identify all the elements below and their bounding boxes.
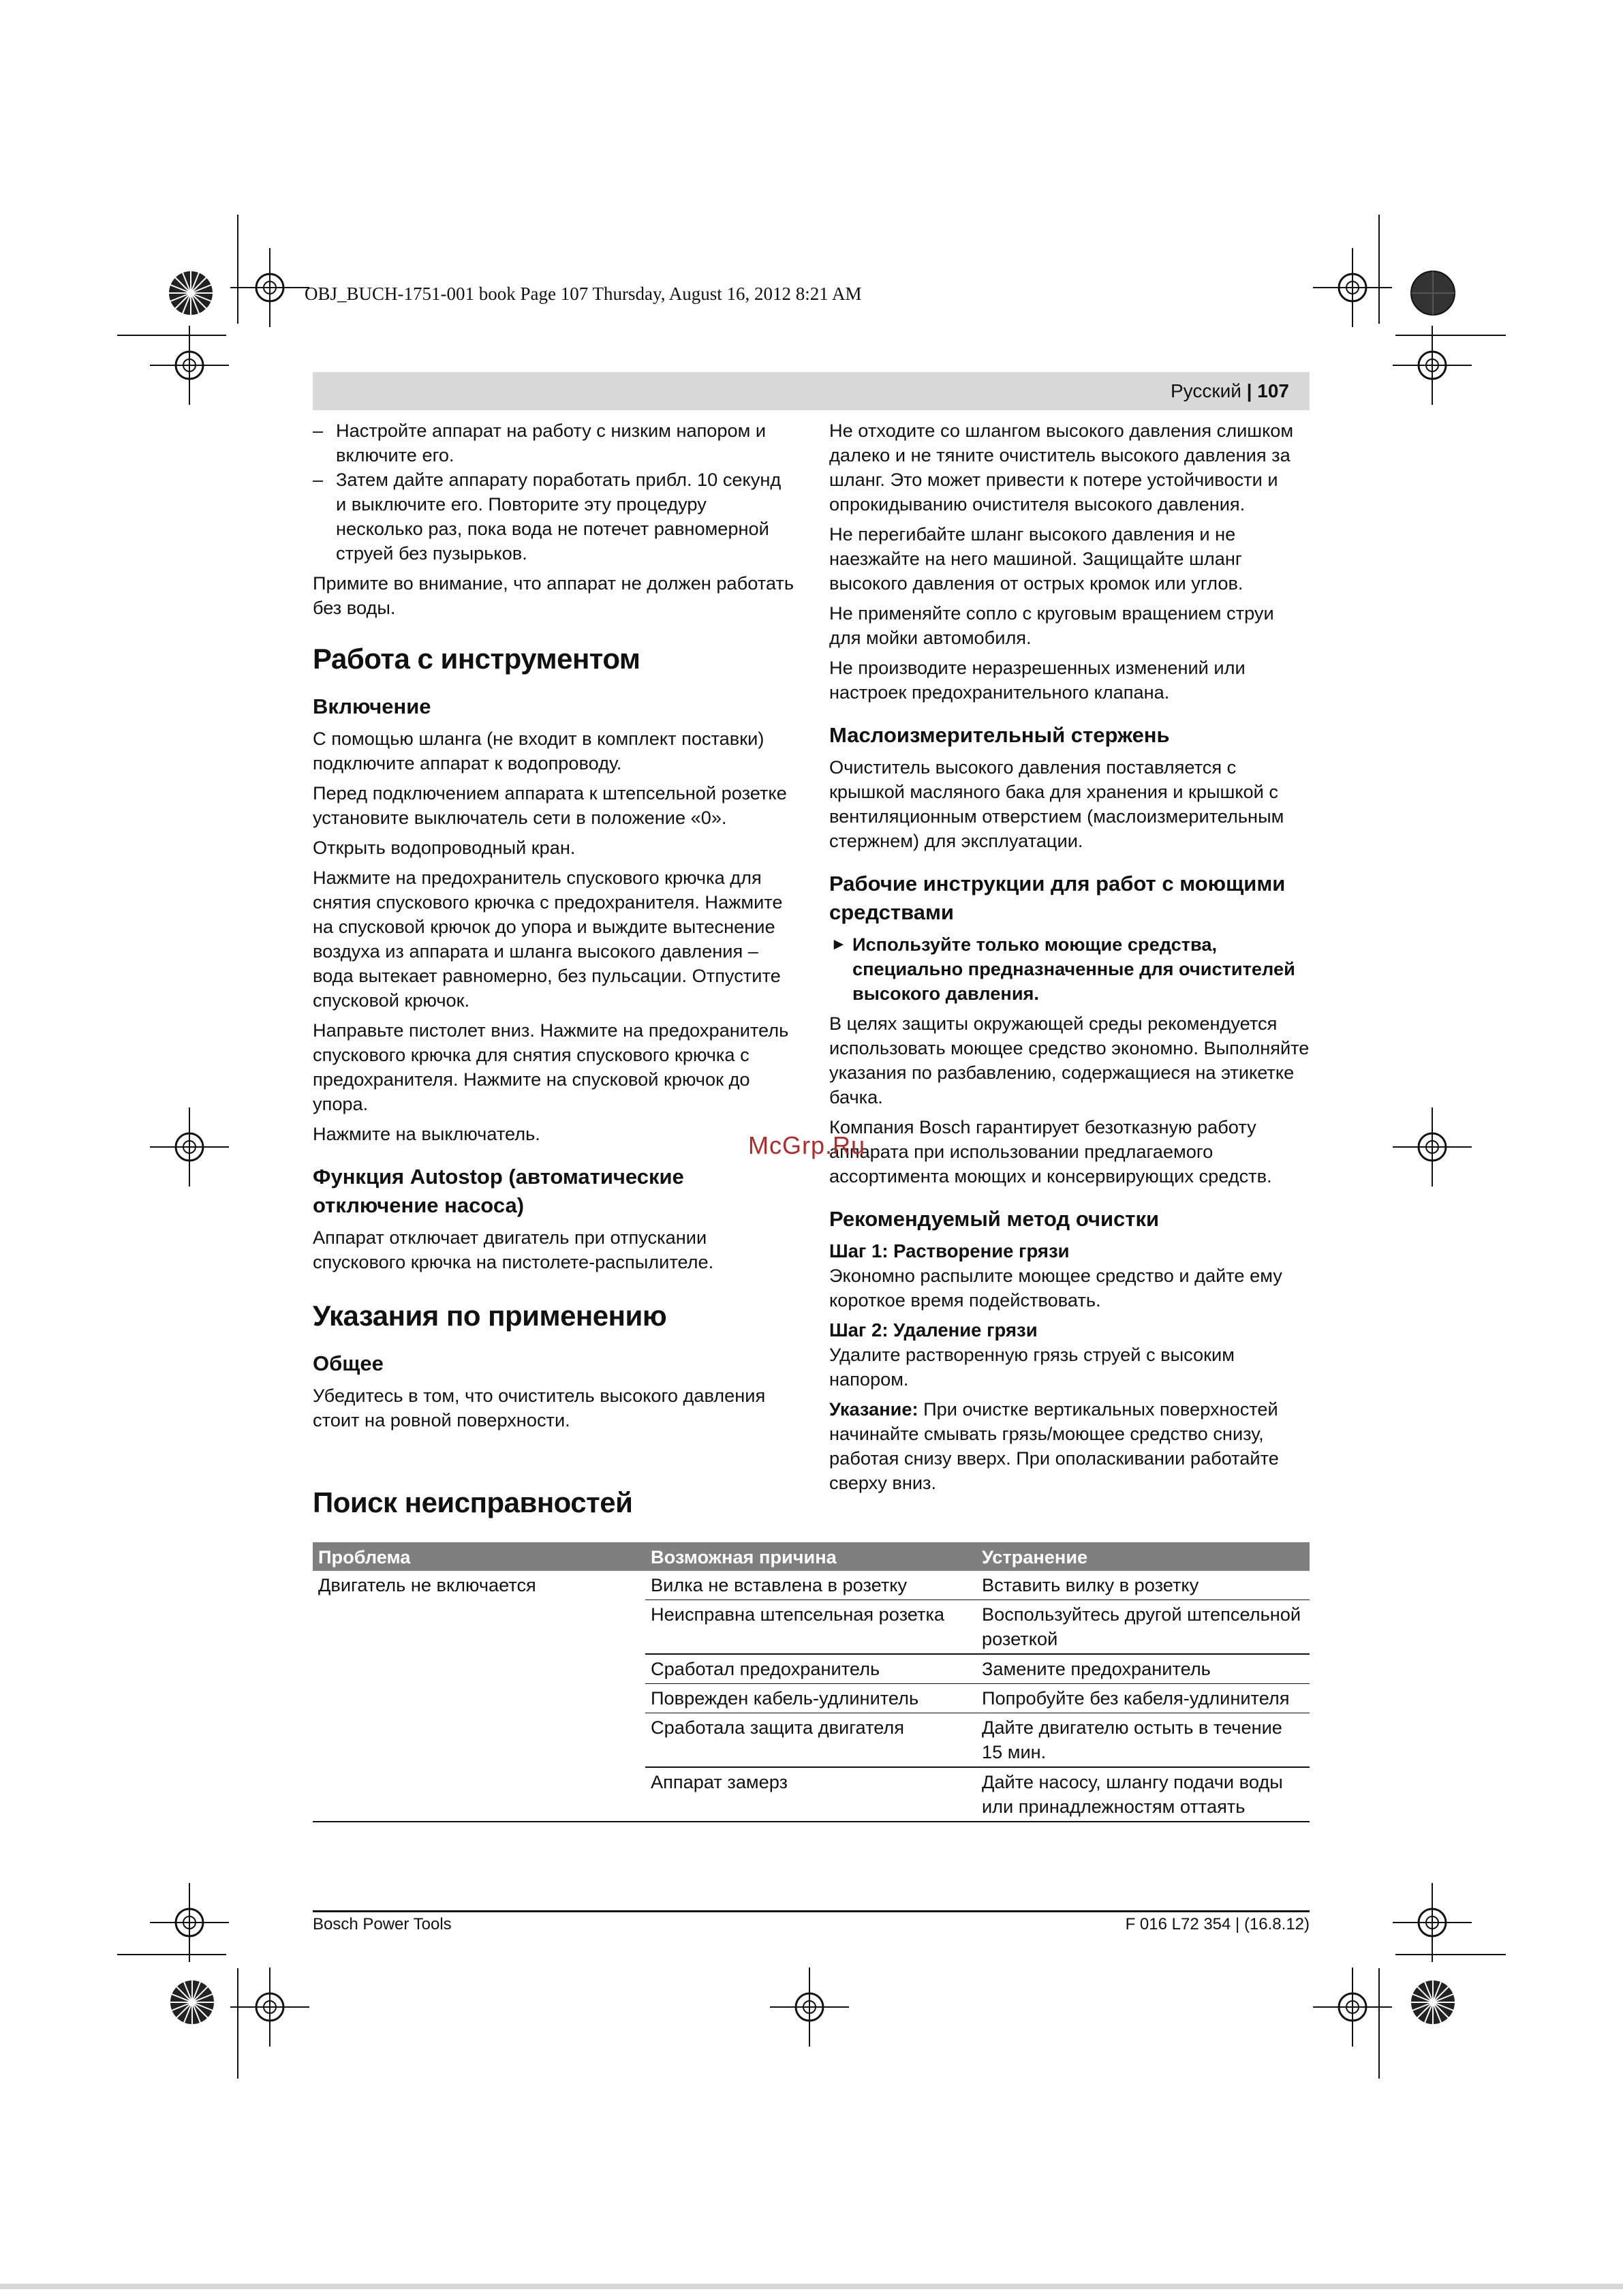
problem-cell: Двигатель не включается bbox=[313, 1571, 645, 1822]
header-separator: | bbox=[1246, 380, 1252, 401]
fix-cell: Вставить вилку в розетку bbox=[982, 1574, 1199, 1595]
step2-title: Шаг 2: Удаление грязи bbox=[829, 1319, 1038, 1341]
registration-star-icon bbox=[170, 1980, 214, 2024]
heading-work: Работа с инструментом bbox=[313, 643, 640, 675]
crosshair-icon bbox=[230, 248, 309, 327]
heading-dipstick: Маслоизмерительный стержень bbox=[829, 723, 1170, 747]
paragraph: Не отходите со шлангом высокого давления слишком далеко и не тяните очиститель высокого давления за шланг. Это может привести к потере устойчивости и опрокидыванию очистителя высокого давления. bbox=[829, 420, 1294, 515]
heading-general: Общее bbox=[313, 1351, 384, 1375]
crosshair-icon bbox=[150, 1107, 229, 1187]
paragraph: В целях защиты окружающей среды рекомендуется использовать моющее средство экономно. Выполняйте указания по разбавлению, содержащиеся на этикетке бачка. bbox=[829, 1013, 1310, 1107]
registration-star-icon bbox=[1411, 1980, 1455, 2024]
bottom-edge bbox=[0, 2284, 1623, 2289]
right-column bbox=[829, 418, 1310, 1501]
slug-line: OBJ_BUCH-1751-001 book Page 107 Thursday, August 16, 2012 8:21 AM bbox=[305, 284, 862, 304]
cause-cell: Вилка не вставлена в розетку bbox=[651, 1574, 908, 1595]
cause-cell: Неисправна штепсельная розетка bbox=[645, 1600, 976, 1655]
crosshair-icon bbox=[150, 326, 229, 405]
cause-cell: Аппарат замерз bbox=[645, 1767, 976, 1822]
paragraph: С помощью шланга (не входит в комплект поставки) подключите аппарат к водопроводу. bbox=[313, 728, 764, 774]
fix-cell: Замените предохранитель bbox=[976, 1654, 1310, 1684]
paragraph: Убедитесь в том, что очиститель высокого давления стоит на ровной поверхности. bbox=[313, 1385, 766, 1430]
paragraph: Перед подключением аппарата к штепсельной розетке установите выключатель сети в положение «0». bbox=[313, 782, 787, 828]
crosshair-icon bbox=[150, 1883, 229, 1962]
crosshair-icon bbox=[1313, 248, 1392, 327]
header-language: Русский bbox=[1170, 380, 1241, 401]
crosshair-icon bbox=[1393, 1107, 1472, 1187]
footer-left: Bosch Power Tools bbox=[313, 1915, 452, 1933]
cause-cell: Сработала защита двигателя bbox=[645, 1713, 976, 1768]
paragraph: Не перегибайте шланг высокого давления и не наезжайте на него машиной. Защищайте шланг высокого давления от острых кромок или углов. bbox=[829, 523, 1243, 594]
paragraph: Удалите растворенную грязь струей с высоким напором. bbox=[829, 1344, 1235, 1390]
heading-autostop: Функция Autostop (автоматические отключение насоса) bbox=[313, 1165, 684, 1217]
step1-title: Шаг 1: Растворение грязи bbox=[829, 1240, 1070, 1261]
crosshair-icon bbox=[230, 1968, 309, 2047]
crosshair-icon bbox=[770, 1968, 849, 2047]
table-row bbox=[313, 1571, 1310, 1600]
column-header: Проблема bbox=[313, 1542, 645, 1571]
footer-rule bbox=[313, 1910, 1310, 1912]
crosshair-icon bbox=[1393, 1883, 1472, 1962]
note-label: Указание: bbox=[829, 1398, 918, 1420]
fix-cell: Дайте насосу, шлангу подачи воды или принадлежностям оттаять bbox=[976, 1767, 1310, 1822]
registration-star-icon bbox=[169, 271, 213, 315]
paragraph: Компания Bosch гарантирует безотказную работу аппарата при использовании предлагаемого ассортимента моющих и консервирующих средств. bbox=[829, 1116, 1272, 1187]
paragraph: Нажмите на выключатель. bbox=[313, 1123, 540, 1144]
crosshair-icon bbox=[1393, 326, 1472, 405]
list-item: – Настройте аппарат на работу с низким напором и включите его. bbox=[313, 420, 767, 465]
page-header bbox=[1171, 372, 1310, 410]
table-header-row bbox=[313, 1542, 1310, 1571]
paragraph: Не применяйте сопло с круговым вращением струи для мойки автомобиля. bbox=[829, 602, 1274, 648]
cause-cell: Поврежден кабель-удлинитель bbox=[645, 1684, 976, 1713]
paragraph: Направьте пистолет вниз. Нажмите на предохранитель спускового крючка для снятия спускового крючка с предохранителя. Нажмите на спусковой крючок до упора. bbox=[313, 1020, 789, 1114]
paragraph: Аппарат отключает двигатель при отпускании спускового крючка на пистолете-распылителе. bbox=[313, 1227, 714, 1272]
troubleshooting-table bbox=[313, 1542, 1310, 1822]
left-column bbox=[313, 418, 794, 1438]
paragraph: Очиститель высокого давления поставляется с крышкой масляного бака для хранения и крышкой с вентиляционным отверстием (маслоизмерительным стержнем) для эксплуатации. bbox=[829, 756, 1284, 851]
intro-note: Примите во внимание, что аппарат не должен работать без воды. bbox=[313, 572, 794, 618]
cause-cell: Сработал предохранитель bbox=[645, 1654, 976, 1684]
fix-cell: Воспользуйтесь другой штепсельной розеткой bbox=[976, 1600, 1310, 1655]
heading-switch-on: Включение bbox=[313, 694, 431, 718]
watermark: McGrp.Ru bbox=[748, 1131, 866, 1159]
arrow-bullet-icon: ► bbox=[831, 935, 847, 953]
paragraph: Не производите неразрешенных изменений или настроек предохранительного клапана. bbox=[829, 657, 1246, 703]
footer-right: F 016 L72 354 | (16.8.12) bbox=[1125, 1915, 1310, 1933]
heading-usage: Указания по применению bbox=[313, 1300, 667, 1332]
heading-method: Рекомендуемый метод очистки bbox=[829, 1207, 1160, 1231]
heading-detergent: Рабочие инструкции для работ с моющими средствами bbox=[829, 872, 1286, 924]
column-header: Возможная причина bbox=[645, 1542, 976, 1571]
page-number: 107 bbox=[1257, 380, 1289, 401]
crosshair-icon bbox=[1313, 1968, 1392, 2047]
note-paragraph: Указание: При очистке вертикальных поверхностей начинайте смывать грязь/моющее средство снизу, работая снизу вверх. При ополаскивании работайте сверху вниз. bbox=[829, 1398, 1279, 1493]
paragraph: Нажмите на предохранитель спускового крючка для снятия спускового крючка с предохранителя. Нажмите на спусковой крючок до упора и выждите вытеснение воздуха из аппарата и шланга высокого давления – вода вытекает равномерно, без пульсации. Отпустите спусковой крючок. bbox=[313, 867, 783, 1011]
troubleshooting-title: Поиск неисправностей bbox=[313, 1486, 633, 1518]
page-header-bar bbox=[313, 372, 1310, 410]
fix-cell: Попробуйте без кабеля-удлинителя bbox=[976, 1684, 1310, 1713]
column-header: Устранение bbox=[976, 1542, 1310, 1571]
warning-bullet: ► Используйте только моющие средства, специально предназначенные для очистителей высокого давления. bbox=[831, 934, 1295, 1004]
paragraph: Экономно распылите моющее средство и дайте ему короткое время подействовать. bbox=[829, 1265, 1282, 1311]
fix-cell: Дайте двигателю остыть в течение 15 мин. bbox=[976, 1713, 1310, 1768]
list-item: – Затем дайте аппарату поработать прибл. 10 секунд и выключите его. Повторите эту процедуру несколько раз, пока вода не потечет равномерной струей без пузырьков. bbox=[313, 469, 782, 564]
registration-star-icon bbox=[1411, 271, 1455, 315]
paragraph: Открыть водопроводный кран. bbox=[313, 837, 576, 858]
